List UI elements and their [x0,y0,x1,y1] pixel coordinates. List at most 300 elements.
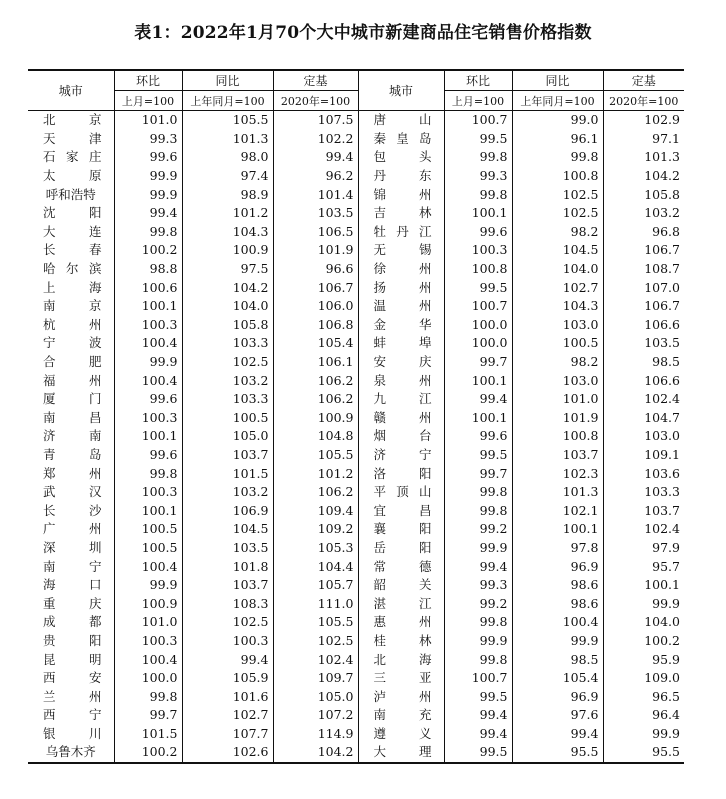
cell-mom-right: 99.5 [444,687,512,706]
cell-yoy-left: 103.5 [182,539,273,558]
cell-city-right: 韶关 [358,576,444,595]
cell-yoy-right: 98.6 [512,594,603,613]
cell-yoy-left: 100.9 [182,241,273,260]
table-row [28,464,684,483]
cell-base-left: 102.2 [273,130,358,149]
cell-city-right: 泸州 [358,687,444,706]
cell-base-left: 105.5 [273,446,358,465]
cell-mom-right: 100.7 [444,669,512,688]
table-row [28,390,684,409]
cell-base-right: 102.9 [603,111,684,130]
cell-base-right: 96.4 [603,706,684,725]
cell-yoy-left: 97.4 [182,167,273,186]
table-row [28,204,684,223]
cell-mom-left: 100.1 [114,427,182,446]
cell-mom-left: 100.3 [114,316,182,335]
cell-city-right: 锦州 [358,185,444,204]
cell-base-right: 100.1 [603,576,684,595]
cell-yoy-left: 107.7 [182,725,273,744]
cell-mom-right: 99.3 [444,167,512,186]
cell-yoy-right: 97.6 [512,706,603,725]
cell-mom-left: 99.6 [114,446,182,465]
table-row [28,334,684,353]
cell-yoy-left: 108.3 [182,594,273,613]
cell-yoy-left: 102.7 [182,706,273,725]
table-row [28,446,684,465]
cell-mom-left: 99.7 [114,706,182,725]
cell-mom-left: 99.9 [114,576,182,595]
cell-city-left: 武汉 [43,484,102,500]
cell-city-right: 徐州 [358,260,444,279]
cell-mom-right: 100.0 [444,334,512,353]
cell-mom-left: 99.6 [114,390,182,409]
cell-mom-left: 100.4 [114,650,182,669]
cell-base-left: 102.4 [273,650,358,669]
cell-city-right: 常德 [358,557,444,576]
cell-base-right: 103.2 [603,204,684,223]
cell-city-left: 贵阳 [43,632,102,648]
cell-base-left: 114.9 [273,725,358,744]
cell-yoy-right: 100.5 [512,334,603,353]
cell-mom-left: 99.9 [114,185,182,204]
cell-yoy-right: 101.9 [512,409,603,428]
cell-city-left: 石家庄 [43,149,102,165]
cell-yoy-right: 102.3 [512,464,603,483]
cell-city-left: 西宁 [43,707,102,723]
cell-yoy-left: 105.9 [182,669,273,688]
cell-base-left: 104.8 [273,427,358,446]
cell-base-right: 96.5 [603,687,684,706]
cell-mom-left: 99.3 [114,130,182,149]
cell-yoy-left: 101.8 [182,557,273,576]
cell-yoy-left: 104.2 [182,278,273,297]
cell-mom-right: 100.8 [444,260,512,279]
cell-city-right: 泉州 [358,371,444,390]
cell-city-left: 济南 [43,428,102,444]
cell-city-left: 青岛 [43,446,102,462]
cell-mom-right: 100.7 [444,111,512,130]
cell-city-left: 南京 [43,298,102,314]
header-mom-left: 环比 [114,70,182,91]
cell-city-left: 福州 [43,372,102,388]
cell-base-left: 109.2 [273,520,358,539]
cell-mom-left: 100.1 [114,297,182,316]
cell-city-right: 丹东 [358,167,444,186]
cell-mom-right: 99.7 [444,353,512,372]
cell-mom-left: 100.1 [114,501,182,520]
cell-base-left: 109.7 [273,669,358,688]
cell-base-right: 103.7 [603,501,684,520]
cell-yoy-right: 101.0 [512,390,603,409]
cell-base-left: 107.2 [273,706,358,725]
cell-yoy-left: 98.9 [182,185,273,204]
cell-yoy-left: 103.3 [182,390,273,409]
cell-mom-right: 99.7 [444,464,512,483]
cell-city-right: 济宁 [358,446,444,465]
cell-base-left: 106.2 [273,483,358,502]
cell-mom-left: 100.4 [114,557,182,576]
cell-base-right: 95.9 [603,650,684,669]
cell-base-left: 106.2 [273,371,358,390]
cell-base-left: 96.6 [273,260,358,279]
header-mom-sub-left: 上月=100 [114,91,182,111]
cell-mom-left: 99.8 [114,223,182,242]
cell-base-left: 106.8 [273,316,358,335]
table-row [28,650,684,669]
cell-mom-right: 99.6 [444,223,512,242]
cell-yoy-right: 98.5 [512,650,603,669]
cell-yoy-right: 100.4 [512,613,603,632]
cell-city-right: 秦皇岛 [358,130,444,149]
cell-mom-right: 100.3 [444,241,512,260]
cell-city-right: 无锡 [358,241,444,260]
cell-mom-right: 99.3 [444,576,512,595]
table-row [28,111,684,130]
cell-base-right: 97.9 [603,539,684,558]
cell-city-right: 桂林 [358,632,444,651]
table-row [28,594,684,613]
table-row [28,557,684,576]
cell-mom-right: 99.6 [444,427,512,446]
header-base-sub-right: 2020年=100 [603,91,684,111]
cell-city-right: 襄阳 [358,520,444,539]
cell-mom-left: 100.5 [114,520,182,539]
header-yoy-right: 同比 [512,70,603,91]
cell-city-left: 乌鲁木齐 [28,743,114,763]
cell-city-right: 三亚 [358,669,444,688]
cell-base-right: 97.1 [603,130,684,149]
table-row [28,632,684,651]
header-city-right: 城市 [358,70,444,111]
cell-yoy-right: 100.8 [512,427,603,446]
cell-base-left: 106.1 [273,353,358,372]
table-row [28,260,684,279]
cell-yoy-right: 98.2 [512,223,603,242]
cell-mom-right: 100.1 [444,204,512,223]
cell-city-left: 呼和浩特 [45,186,96,202]
cell-mom-right: 99.2 [444,594,512,613]
cell-mom-left: 100.6 [114,278,182,297]
table-row [28,483,684,502]
table-row [28,409,684,428]
cell-yoy-left: 103.7 [182,576,273,595]
cell-mom-right: 100.0 [444,316,512,335]
cell-yoy-right: 100.8 [512,167,603,186]
cell-mom-right: 99.8 [444,501,512,520]
cell-base-left: 105.7 [273,576,358,595]
cell-mom-right: 99.2 [444,520,512,539]
cell-base-right: 95.7 [603,557,684,576]
cell-city-right: 九江 [358,390,444,409]
header-base-right: 定基 [603,70,684,91]
cell-yoy-right: 97.8 [512,539,603,558]
cell-yoy-left: 101.3 [182,130,273,149]
cell-base-left: 105.0 [273,687,358,706]
cell-mom-right: 99.4 [444,557,512,576]
cell-city-left: 海口 [43,577,102,593]
cell-base-left: 103.5 [273,204,358,223]
page-title: 表1：2022年1月70个大中城市新建商品住宅销售价格指数 [134,23,592,43]
table-row [28,148,684,167]
header-city-left: 城市 [28,70,114,111]
cell-yoy-left: 103.3 [182,334,273,353]
cell-base-left: 107.5 [273,111,358,130]
cell-mom-right: 99.4 [444,706,512,725]
cell-mom-left: 100.3 [114,409,182,428]
cell-mom-left: 100.5 [114,539,182,558]
cell-city-right: 扬州 [358,278,444,297]
cell-yoy-left: 99.4 [182,650,273,669]
cell-base-right: 106.6 [603,316,684,335]
table-row [28,501,684,520]
table-row [28,371,684,390]
header-base-left: 定基 [273,70,358,91]
cell-mom-right: 99.5 [444,743,512,763]
cell-city-left: 昆明 [43,651,102,667]
cell-base-right: 96.8 [603,223,684,242]
cell-mom-left: 99.8 [114,464,182,483]
table-row [28,130,684,149]
table-row [28,278,684,297]
cell-base-left: 99.4 [273,148,358,167]
cell-city-left: 兰州 [43,688,102,704]
cell-city-left: 北京 [43,112,102,128]
cell-city-right: 遵义 [358,725,444,744]
cell-yoy-left: 104.3 [182,223,273,242]
cell-base-right: 105.8 [603,185,684,204]
cell-base-left: 105.4 [273,334,358,353]
cell-city-left: 广州 [43,521,102,537]
cell-yoy-left: 102.6 [182,743,273,763]
cell-base-left: 106.5 [273,223,358,242]
cell-yoy-right: 96.1 [512,130,603,149]
cell-mom-right: 99.5 [444,130,512,149]
cell-city-left: 郑州 [43,465,102,481]
header-row-secondary [28,91,684,111]
cell-base-left: 109.4 [273,501,358,520]
cell-base-left: 101.4 [273,185,358,204]
cell-yoy-right: 104.5 [512,241,603,260]
cell-city-right: 安庆 [358,353,444,372]
cell-mom-left: 100.3 [114,632,182,651]
cell-city-left: 南宁 [43,558,102,574]
cell-mom-left: 100.2 [114,743,182,763]
table-row [28,353,684,372]
table-row [28,316,684,335]
cell-yoy-right: 98.2 [512,353,603,372]
cell-yoy-right: 103.0 [512,316,603,335]
cell-base-left: 105.5 [273,613,358,632]
table-body [28,111,684,763]
cell-base-left: 106.7 [273,278,358,297]
cell-yoy-right: 104.0 [512,260,603,279]
cell-city-right: 岳阳 [358,539,444,558]
cell-city-left: 大连 [43,223,102,239]
table-row [28,167,684,186]
cell-base-right: 104.2 [603,167,684,186]
header-row-primary [28,70,684,91]
cell-city-right: 洛阳 [358,464,444,483]
cell-mom-right: 99.8 [444,650,512,669]
cell-yoy-right: 103.0 [512,371,603,390]
cell-mom-left: 100.9 [114,594,182,613]
cell-yoy-left: 101.2 [182,204,273,223]
cell-yoy-left: 105.8 [182,316,273,335]
cell-city-left: 成都 [43,614,102,630]
cell-base-right: 103.5 [603,334,684,353]
cell-mom-right: 99.8 [444,613,512,632]
cell-mom-left: 101.0 [114,613,182,632]
cell-yoy-right: 102.7 [512,278,603,297]
cell-city-left: 银川 [43,725,102,741]
cell-mom-right: 99.4 [444,390,512,409]
cell-city-right: 金华 [358,316,444,335]
cell-mom-right: 99.4 [444,725,512,744]
cell-mom-right: 99.8 [444,483,512,502]
cell-yoy-right: 104.3 [512,297,603,316]
cell-city-right: 平顶山 [358,483,444,502]
cell-mom-left: 99.8 [114,687,182,706]
cell-yoy-right: 99.0 [512,111,603,130]
cell-city-right: 南充 [358,706,444,725]
cell-yoy-right: 99.9 [512,632,603,651]
cell-city-left: 深圳 [43,539,102,555]
table-row [28,539,684,558]
cell-city-left: 长春 [43,242,102,258]
cell-base-left: 102.5 [273,632,358,651]
price-index-table [28,69,684,764]
cell-mom-left: 99.4 [114,204,182,223]
cell-base-right: 108.7 [603,260,684,279]
header-yoy-sub-right: 上年同月=100 [512,91,603,111]
cell-yoy-left: 101.6 [182,687,273,706]
cell-mom-right: 99.5 [444,278,512,297]
cell-mom-left: 98.8 [114,260,182,279]
cell-base-left: 106.0 [273,297,358,316]
cell-yoy-left: 105.0 [182,427,273,446]
header-yoy-left: 同比 [182,70,273,91]
cell-city-left: 太原 [43,168,102,184]
table-row [28,427,684,446]
cell-city-right: 惠州 [358,613,444,632]
cell-city-left: 南昌 [43,409,102,425]
cell-yoy-left: 102.5 [182,353,273,372]
cell-yoy-left: 104.0 [182,297,273,316]
cell-yoy-left: 100.3 [182,632,273,651]
cell-base-left: 104.4 [273,557,358,576]
cell-city-right: 湛江 [358,594,444,613]
cell-city-right: 温州 [358,297,444,316]
cell-base-left: 105.3 [273,539,358,558]
cell-mom-left: 101.5 [114,725,182,744]
cell-base-right: 104.7 [603,409,684,428]
cell-base-left: 100.9 [273,409,358,428]
cell-mom-right: 99.9 [444,539,512,558]
table-row [28,576,684,595]
cell-yoy-right: 99.4 [512,725,603,744]
cell-base-right: 103.3 [603,483,684,502]
cell-yoy-right: 102.1 [512,501,603,520]
cell-yoy-right: 96.9 [512,687,603,706]
table-row [28,687,684,706]
table-row [28,669,684,688]
cell-yoy-left: 102.5 [182,613,273,632]
table-row [28,185,684,204]
table-row [28,297,684,316]
cell-base-right: 104.0 [603,613,684,632]
cell-yoy-right: 102.5 [512,204,603,223]
cell-city-left: 沈阳 [43,205,102,221]
cell-base-right: 107.0 [603,278,684,297]
cell-city-right: 烟台 [358,427,444,446]
cell-yoy-right: 96.9 [512,557,603,576]
cell-mom-left: 99.9 [114,353,182,372]
table-row [28,520,684,539]
cell-base-right: 102.4 [603,520,684,539]
cell-city-right: 牡丹江 [358,223,444,242]
cell-yoy-left: 100.5 [182,409,273,428]
cell-base-right: 109.1 [603,446,684,465]
table-row [28,223,684,242]
cell-yoy-right: 103.7 [512,446,603,465]
cell-mom-left: 100.2 [114,241,182,260]
cell-mom-right: 99.5 [444,446,512,465]
cell-yoy-left: 104.5 [182,520,273,539]
cell-yoy-right: 99.8 [512,148,603,167]
cell-city-left: 宁波 [43,335,102,351]
cell-yoy-left: 103.7 [182,446,273,465]
cell-city-right: 宜昌 [358,501,444,520]
cell-city-left: 哈尔滨 [43,261,102,277]
cell-city-left: 重庆 [43,595,102,611]
cell-base-left: 106.2 [273,390,358,409]
cell-mom-right: 100.7 [444,297,512,316]
table-row [28,613,684,632]
cell-base-right: 103.0 [603,427,684,446]
cell-base-right: 99.9 [603,594,684,613]
cell-yoy-right: 105.4 [512,669,603,688]
cell-yoy-left: 106.9 [182,501,273,520]
header-yoy-sub-left: 上年同月=100 [182,91,273,111]
cell-city-left: 天津 [43,130,102,146]
cell-base-right: 98.5 [603,353,684,372]
cell-yoy-right: 102.5 [512,185,603,204]
cell-yoy-right: 100.1 [512,520,603,539]
cell-base-left: 96.2 [273,167,358,186]
cell-yoy-right: 101.3 [512,483,603,502]
cell-mom-left: 101.0 [114,111,182,130]
cell-base-right: 101.3 [603,148,684,167]
cell-city-right: 北海 [358,650,444,669]
cell-base-left: 104.2 [273,743,358,763]
cell-yoy-left: 101.5 [182,464,273,483]
table-row [28,743,684,763]
cell-mom-left: 99.6 [114,148,182,167]
cell-base-right: 109.0 [603,669,684,688]
cell-city-left: 上海 [43,279,102,295]
cell-yoy-left: 97.5 [182,260,273,279]
cell-yoy-right: 98.6 [512,576,603,595]
cell-base-right: 106.7 [603,241,684,260]
cell-base-left: 101.9 [273,241,358,260]
cell-city-right: 吉林 [358,204,444,223]
cell-mom-left: 100.4 [114,334,182,353]
cell-mom-left: 100.3 [114,483,182,502]
cell-city-right: 赣州 [358,409,444,428]
cell-base-right: 106.6 [603,371,684,390]
cell-base-right: 100.2 [603,632,684,651]
cell-base-right: 95.5 [603,743,684,763]
